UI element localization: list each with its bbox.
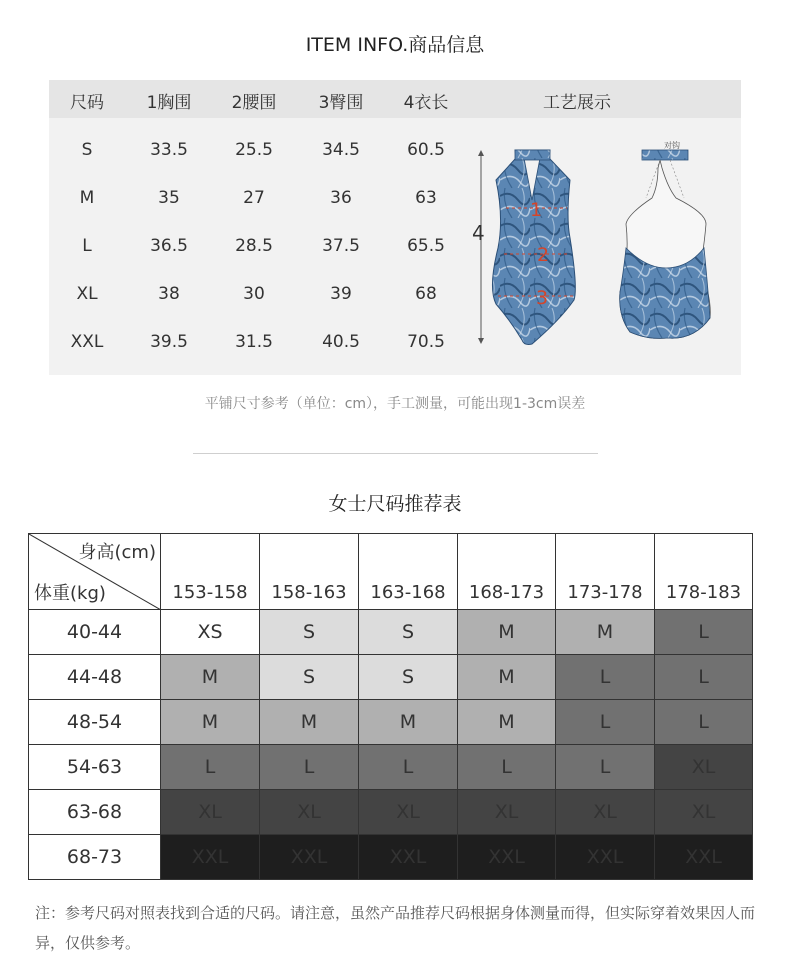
recommended-size-cell: L [556,655,655,700]
measure-note: 平铺尺寸参考（单位：cm），手工测量，可能出现1-3cm误差 [204,396,586,412]
back-hook-label: 对钩 [664,141,680,150]
height-range-header: 168-173 [458,534,556,610]
size-table-header [49,80,741,118]
recommended-size-cell: M [458,655,556,700]
recommend-title: 女士尺码推荐表 [328,493,462,515]
size-cell-chest: 33.5 [150,140,188,160]
size-cell-length: 70.5 [407,332,445,352]
size-cell-waist: 28.5 [235,236,273,256]
recommended-size-cell: S [359,655,458,700]
recommended-size-cell: XL [359,790,458,835]
recommended-size-cell: L [260,745,359,790]
table-row [29,790,753,835]
size-cell-hip: 37.5 [322,236,360,256]
size-cell-length: 63 [415,188,437,208]
back-neckband [642,150,688,160]
size-cell-size: S [81,140,93,160]
corner-cell [29,534,161,610]
size-cell-chest: 35 [158,188,180,208]
divider [193,453,598,454]
size-cell-size: M [79,188,95,208]
recommended-size-cell: XXL [556,835,655,880]
weight-range-cell: 44-48 [29,655,161,700]
size-cell-length: 60.5 [407,140,445,160]
recommended-size-cell: M [359,700,458,745]
size-cell-chest: 38 [158,284,180,304]
weight-range-cell: 63-68 [29,790,161,835]
size-cell-length: 68 [415,284,437,304]
height-range-header: 158-163 [260,534,359,610]
garment-figure [470,128,730,358]
recommended-size-cell: L [458,745,556,790]
recommended-size-cell: L [556,700,655,745]
header-hip: 3臀围 [318,93,364,113]
height-range-header: 153-158 [161,534,260,610]
recommended-size-cell: S [260,610,359,655]
recommended-size-cell: XXL [458,835,556,880]
height-range-header: 163-168 [359,534,458,610]
header-waist: 2腰围 [231,93,277,113]
weight-range-cell: 68-73 [29,835,161,880]
header-chest: 1胸围 [146,93,192,113]
size-cell-waist: 30 [243,284,265,304]
chest-marker: 1 [530,199,543,221]
recommended-size-cell: L [655,610,753,655]
recommended-size-cell: XL [458,790,556,835]
size-cell-hip: 40.5 [322,332,360,352]
recommended-size-cell: M [161,700,260,745]
table-row [29,610,753,655]
recommended-size-cell: S [260,655,359,700]
recommended-size-cell: L [655,655,753,700]
hip-marker: 3 [536,287,549,309]
recommended-size-cell: XXL [655,835,753,880]
size-cell-size: XL [76,284,98,304]
recommended-size-cell: L [359,745,458,790]
size-cell-hip: 39 [330,284,352,304]
header-craft: 工艺展示 [543,93,611,113]
size-cell-length: 65.5 [407,236,445,256]
recommended-size-cell: M [458,610,556,655]
recommended-size-cell: L [161,745,260,790]
recommended-size-cell: XL [655,745,753,790]
recommended-size-cell: M [260,700,359,745]
table-row [29,745,753,790]
recommended-size-cell: XL [655,790,753,835]
recommended-size-cell: L [556,745,655,790]
length-marker: 4 [472,221,485,245]
size-cell-size: XXL [70,332,104,352]
height-header-row [29,534,753,610]
size-cell-waist: 31.5 [235,332,273,352]
recommended-size-cell: M [556,610,655,655]
recommended-size-cell: XL [260,790,359,835]
footer-note: 注：参考尺码对照表找到合适的尺码。请注意，虽然产品推荐尺码根据身体测量而得，但实际穿着效果因人而异，仅供参考。 [35,904,756,952]
table-row [29,700,753,745]
recommended-size-cell: M [161,655,260,700]
recommended-size-cell: XS [161,610,260,655]
weight-range-cell: 54-63 [29,745,161,790]
recommended-size-cell: XXL [359,835,458,880]
weight-range-cell: 40-44 [29,610,161,655]
waist-marker: 2 [537,244,550,266]
size-cell-waist: 27 [243,188,265,208]
size-cell-waist: 25.5 [235,140,273,160]
size-recommend-table [28,533,753,880]
header-size: 尺码 [70,93,104,113]
recommended-size-cell: XL [556,790,655,835]
weight-range-cell: 48-54 [29,700,161,745]
size-cell-size: L [82,236,92,256]
height-label: 身高(cm) [78,542,156,563]
table-row [29,655,753,700]
header-length: 4衣长 [403,93,449,113]
recommended-size-cell: XXL [260,835,359,880]
recommended-size-cell: XL [161,790,260,835]
recommended-size-cell: M [458,700,556,745]
size-cell-hip: 34.5 [322,140,360,160]
size-cell-chest: 39.5 [150,332,188,352]
height-range-header: 178-183 [655,534,753,610]
recommended-size-cell: XXL [161,835,260,880]
size-cell-chest: 36.5 [150,236,188,256]
table-row [29,835,753,880]
height-range-header: 173-178 [556,534,655,610]
recommended-size-cell: L [655,700,753,745]
size-cell-hip: 36 [330,188,352,208]
recommended-size-cell: S [359,610,458,655]
item-info-title: ITEM INFO.商品信息 [305,34,485,56]
weight-label: 体重(kg) [34,583,106,604]
